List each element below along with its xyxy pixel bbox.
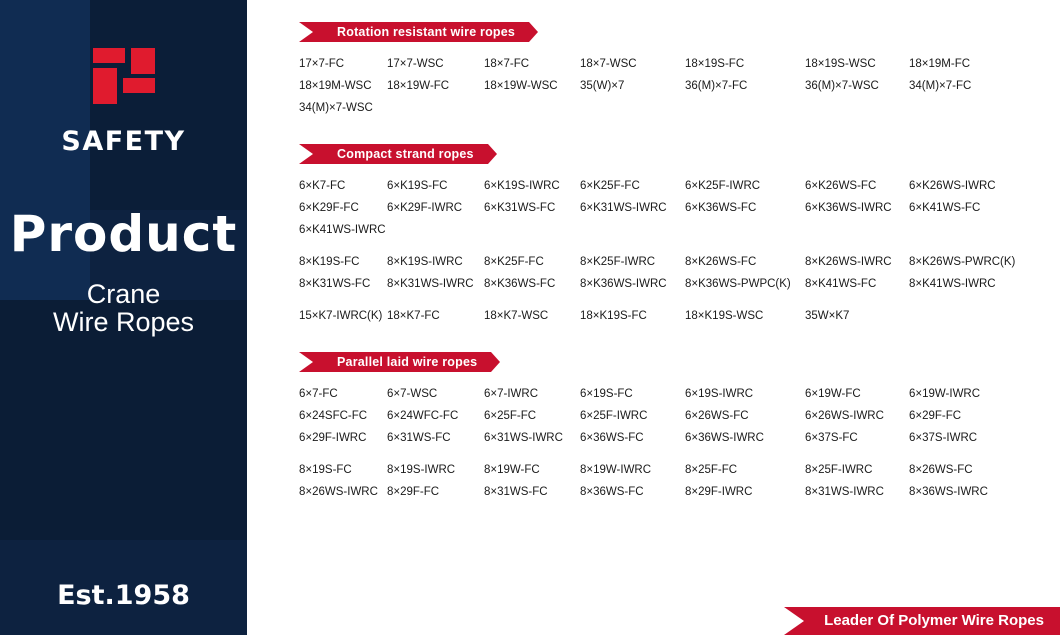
- rope-spec-item: 6×29F-IWRC: [299, 432, 367, 444]
- rope-spec-item: 8×K41WS-FC: [805, 278, 877, 290]
- rope-spec-item: 6×25F-FC: [484, 410, 537, 422]
- rope-spec-item: 35W×K7: [805, 310, 850, 322]
- rope-spec-item: 6×7-WSC: [387, 388, 438, 400]
- block-spacer: [299, 242, 1042, 254]
- rope-spec-item: 18×7-WSC: [580, 58, 637, 70]
- rope-spec-item: 8×36WS-IWRC: [909, 486, 988, 498]
- rope-spec-item: 6×19W-IWRC: [909, 388, 981, 400]
- safety-s-logo-icon: [93, 48, 155, 104]
- rope-spec-item: 6×K29F-FC: [299, 202, 359, 214]
- rope-spec-grid: [299, 386, 1042, 446]
- rope-spec-item: 36(M)×7-FC: [685, 80, 748, 92]
- rope-spec-item: 6×K41WS-IWRC: [299, 224, 386, 236]
- rope-spec-item: 8×19S-IWRC: [387, 464, 456, 476]
- rope-spec-item: 18×19W-FC: [387, 80, 450, 92]
- section-spacer: [299, 328, 1042, 346]
- section-heading-ribbon: Parallel laid wire ropes: [299, 352, 491, 372]
- rope-spec-item: 18×K7-FC: [387, 310, 440, 322]
- rope-spec-item: 6×29F-FC: [909, 410, 962, 422]
- rope-spec-item: 8×29F-FC: [387, 486, 440, 498]
- rope-spec-item: 8×19W-FC: [484, 464, 540, 476]
- rope-spec-item: 6×31WS-FC: [387, 432, 451, 444]
- rope-spec-item: 18×19M-FC: [909, 58, 971, 70]
- rope-spec-item: 35(W)×7: [580, 80, 625, 92]
- rope-spec-item: 6×36WS-FC: [580, 432, 644, 444]
- rope-spec-item: 6×K26WS-IWRC: [909, 180, 996, 192]
- rope-spec-grid: [299, 308, 1042, 324]
- rope-spec-item: 6×K25F-FC: [580, 180, 640, 192]
- block-spacer: [299, 296, 1042, 308]
- rope-spec-item: 8×K19S-IWRC: [387, 256, 463, 268]
- rope-spec-item: 6×19W-FC: [805, 388, 861, 400]
- rope-spec-item: 6×K19S-FC: [387, 180, 448, 192]
- brand-logo-block: [0, 48, 247, 157]
- left-brand-panel: [0, 0, 247, 635]
- rope-spec-item: 8×K25F-FC: [484, 256, 544, 268]
- rope-spec-item: 6×K25F-IWRC: [685, 180, 761, 192]
- rope-spec-item: 18×K19S-FC: [580, 310, 647, 322]
- rope-spec-item: 8×K31WS-IWRC: [387, 278, 474, 290]
- rope-category-section: [299, 22, 1042, 138]
- rope-spec-item: 8×K31WS-FC: [299, 278, 371, 290]
- rope-spec-item: 6×31WS-IWRC: [484, 432, 563, 444]
- page-subtitle: [0, 280, 247, 336]
- rope-spec-grid: [299, 254, 1042, 292]
- rope-spec-item: 6×K36WS-IWRC: [805, 202, 892, 214]
- rope-spec-item: 18×K7-WSC: [484, 310, 549, 322]
- rope-spec-grid: [299, 178, 1042, 238]
- established-year: Est.1958: [57, 580, 190, 611]
- rope-spec-item: 6×24WFC-FC: [387, 410, 459, 422]
- rope-spec-item: 6×26WS-IWRC: [805, 410, 884, 422]
- rope-spec-item: 18×19M-WSC: [299, 80, 372, 92]
- rope-spec-item: 6×36WS-IWRC: [685, 432, 764, 444]
- rope-spec-item: 8×26WS-IWRC: [299, 486, 378, 498]
- section-header: [299, 22, 529, 42]
- block-spacer: [299, 450, 1042, 462]
- section-heading-ribbon: Rotation resistant wire ropes: [299, 22, 529, 42]
- rope-spec-item: 6×19S-FC: [580, 388, 633, 400]
- footer-tagline-ribbon: Leader Of Polymer Wire Ropes: [784, 607, 1060, 635]
- rope-spec-item: 6×26WS-FC: [685, 410, 749, 422]
- rope-spec-item: 8×K36WS-IWRC: [580, 278, 667, 290]
- rope-spec-item: 8×K36WS-PWPC(K): [685, 278, 791, 290]
- rope-category-section: [299, 352, 1042, 522]
- page-title: Product: [9, 205, 238, 263]
- rope-spec-item: 18×K19S-WSC: [685, 310, 764, 322]
- page-subtitle-line1: Crane: [86, 279, 161, 309]
- rope-spec-item: 18×7-FC: [484, 58, 530, 70]
- rope-spec-item: 18×19S-WSC: [805, 58, 876, 70]
- rope-spec-item: 6×K19S-IWRC: [484, 180, 560, 192]
- catalog-content: [247, 0, 1060, 635]
- rope-spec-item: 8×K25F-IWRC: [580, 256, 656, 268]
- rope-spec-item: 6×K31WS-IWRC: [580, 202, 667, 214]
- section-header: [299, 352, 491, 372]
- rope-spec-item: 6×K36WS-FC: [685, 202, 757, 214]
- rope-spec-item: 8×K41WS-IWRC: [909, 278, 996, 290]
- rope-spec-item: 8×K26WS-FC: [685, 256, 757, 268]
- rope-spec-item: 6×19S-IWRC: [685, 388, 754, 400]
- rope-spec-item: 6×7-FC: [299, 388, 338, 400]
- rope-spec-item: 6×37S-IWRC: [909, 432, 978, 444]
- rope-spec-item: 8×36WS-FC: [580, 486, 644, 498]
- rope-spec-item: 8×19W-IWRC: [580, 464, 652, 476]
- rope-spec-item: 36(M)×7-WSC: [805, 80, 879, 92]
- rope-spec-item: 8×29F-IWRC: [685, 486, 753, 498]
- section-header: [299, 144, 488, 164]
- rope-spec-item: 8×25F-IWRC: [805, 464, 873, 476]
- rope-spec-item: 8×K19S-FC: [299, 256, 360, 268]
- rope-spec-item: 34(M)×7-FC: [909, 80, 972, 92]
- rope-spec-item: 6×7-IWRC: [484, 388, 538, 400]
- rope-category-section: [299, 144, 1042, 346]
- rope-spec-item: 18×19W-WSC: [484, 80, 558, 92]
- brand-name: SAFETY: [61, 126, 186, 157]
- rope-spec-item: 6×K7-FC: [299, 180, 346, 192]
- rope-spec-item: 8×25F-FC: [685, 464, 738, 476]
- section-heading-ribbon: Compact strand ropes: [299, 144, 488, 164]
- section-spacer: [299, 120, 1042, 138]
- section-spacer: [299, 504, 1042, 522]
- rope-spec-item: 6×K26WS-FC: [805, 180, 877, 192]
- rope-spec-item: 6×K41WS-FC: [909, 202, 981, 214]
- rope-spec-item: 17×7-WSC: [387, 58, 444, 70]
- rope-spec-item: 6×24SFC-FC: [299, 410, 368, 422]
- rope-spec-grid: [299, 462, 1042, 500]
- rope-spec-item: 8×K26WS-IWRC: [805, 256, 892, 268]
- rope-spec-item: 17×7-FC: [299, 58, 345, 70]
- rope-spec-item: 8×K36WS-FC: [484, 278, 556, 290]
- rope-spec-grid: [299, 56, 1042, 116]
- rope-spec-item: 18×19S-FC: [685, 58, 745, 70]
- rope-spec-item: 8×31WS-IWRC: [805, 486, 884, 498]
- rope-spec-item: 6×K31WS-FC: [484, 202, 556, 214]
- rope-spec-item: 6×37S-FC: [805, 432, 858, 444]
- rope-spec-item: 15×K7-IWRC(K): [299, 310, 383, 322]
- rope-spec-item: 34(M)×7-WSC: [299, 102, 373, 114]
- rope-spec-item: 6×K29F-IWRC: [387, 202, 463, 214]
- rope-spec-item: 8×31WS-FC: [484, 486, 548, 498]
- page-subtitle-line2: Wire Ropes: [52, 307, 195, 337]
- rope-spec-item: 6×25F-IWRC: [580, 410, 648, 422]
- rope-spec-item: 8×K26WS-PWRC(K): [909, 256, 1016, 268]
- rope-spec-item: 8×19S-FC: [299, 464, 352, 476]
- rope-spec-item: 8×26WS-FC: [909, 464, 973, 476]
- sections-root: [299, 22, 1042, 522]
